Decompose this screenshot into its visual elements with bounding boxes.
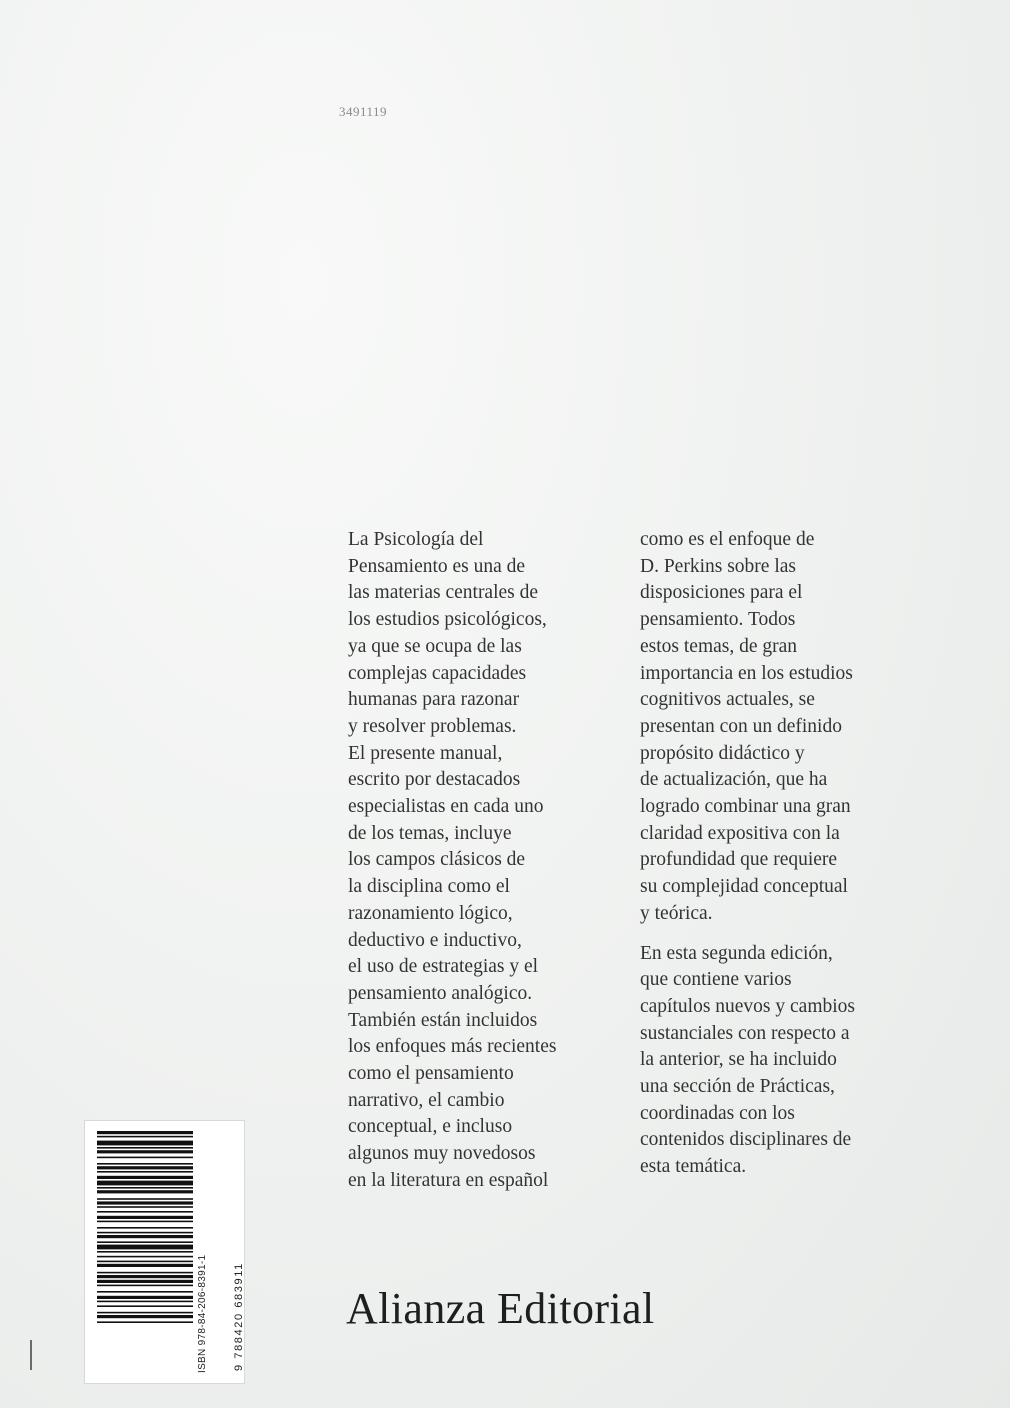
blurb-line: logrado combinar una gran xyxy=(640,796,851,818)
blurb-line: de actualización, que ha xyxy=(640,769,828,791)
blurb-line: la disciplina como el xyxy=(348,876,510,898)
blurb-line: La Psicología del xyxy=(348,529,484,550)
catalog-code: 3491119 xyxy=(339,104,388,119)
blurb-line: estos temas, de gran xyxy=(640,635,798,657)
blurb-line: como el pensamiento xyxy=(348,1063,514,1085)
blurb-paragraph-2 xyxy=(640,941,910,1181)
blurb-line: capítulos nuevos y cambios xyxy=(640,995,856,1017)
isbn-text: ISBN 978-84-206-8391-1 xyxy=(197,1254,208,1373)
blurb-line: pensamiento analógico. xyxy=(348,982,533,1004)
blurb-line: propósito didáctico y xyxy=(640,742,805,764)
blurb-line: su complejidad conceptual xyxy=(640,876,848,898)
blurb-line: razonamiento lógico, xyxy=(348,902,513,924)
blurb-line: especialistas en cada uno xyxy=(348,796,544,818)
blurb-line: y teórica. xyxy=(640,902,713,924)
blurb-line: esta temática. xyxy=(640,1156,747,1178)
blurb-line: y resolver problemas. xyxy=(348,715,517,737)
blurb-line: ya que se ocupa de las xyxy=(348,635,522,657)
blurb-line: una sección de Prácticas, xyxy=(640,1076,835,1098)
blurb-line: D. Perkins sobre las xyxy=(640,555,796,577)
blurb-left-column xyxy=(348,527,608,1195)
blurb-line: narrativo, el cambio xyxy=(348,1089,505,1111)
publisher-name: Alianza Editorial xyxy=(346,1284,655,1333)
blurb-line: cognitivos actuales, se xyxy=(640,689,815,711)
blurb-line: que contiene varios xyxy=(640,969,792,991)
ean-digits: 9 788420 683911 xyxy=(233,1262,245,1371)
blurb-line: Pensamiento es una de xyxy=(348,555,526,577)
blurb-line: También están incluidos xyxy=(348,1009,538,1031)
blurb-line: algunos muy novedosos xyxy=(348,1143,536,1165)
blurb-line: sustanciales con respecto a xyxy=(640,1022,850,1044)
blurb-line: el uso de estrategias y el xyxy=(348,956,539,978)
blurb-line: contenidos disciplinares de xyxy=(640,1129,852,1151)
blurb-line: los enfoques más recientes xyxy=(348,1036,557,1058)
blurb-line: humanas para razonar xyxy=(348,689,520,711)
edge-mark xyxy=(30,1340,32,1370)
blurb-line: En esta segunda edición, xyxy=(640,942,833,964)
blurb-line: los estudios psicológicos, xyxy=(348,609,547,631)
barcode-label xyxy=(84,1120,245,1384)
blurb-paragraph-1 xyxy=(640,527,910,928)
blurb-line: coordinadas con los xyxy=(640,1102,795,1124)
blurb-line: profundidad que requiere xyxy=(640,849,838,871)
blurb-line: deductivo e inductivo, xyxy=(348,929,522,951)
blurb-line: escrito por destacados xyxy=(348,769,521,791)
blurb-line: conceptual, e incluso xyxy=(348,1116,513,1138)
blurb-line: como es el enfoque de xyxy=(640,529,815,550)
blurb-line: claridad expositiva con la xyxy=(640,822,840,844)
blurb-line: disposiciones para el xyxy=(640,582,803,604)
blurb-line: complejas capacidades xyxy=(348,662,527,684)
blurb-line: importancia en los estudios xyxy=(640,662,853,684)
blurb-line: los campos clásicos de xyxy=(348,849,526,871)
blurb-right-column xyxy=(640,527,910,1181)
blurb-line: en la literatura en español xyxy=(348,1169,549,1191)
blurb-line: pensamiento. Todos xyxy=(640,609,796,631)
blurb-line: la anterior, se ha incluido xyxy=(640,1049,837,1071)
barcode-icon xyxy=(97,1129,193,1375)
blurb-line: las materias centrales de xyxy=(348,582,539,604)
blurb-line: presentan con un definido xyxy=(640,715,842,737)
blurb-line: El presente manual, xyxy=(348,742,503,764)
blurb-line: de los temas, incluye xyxy=(348,822,512,844)
